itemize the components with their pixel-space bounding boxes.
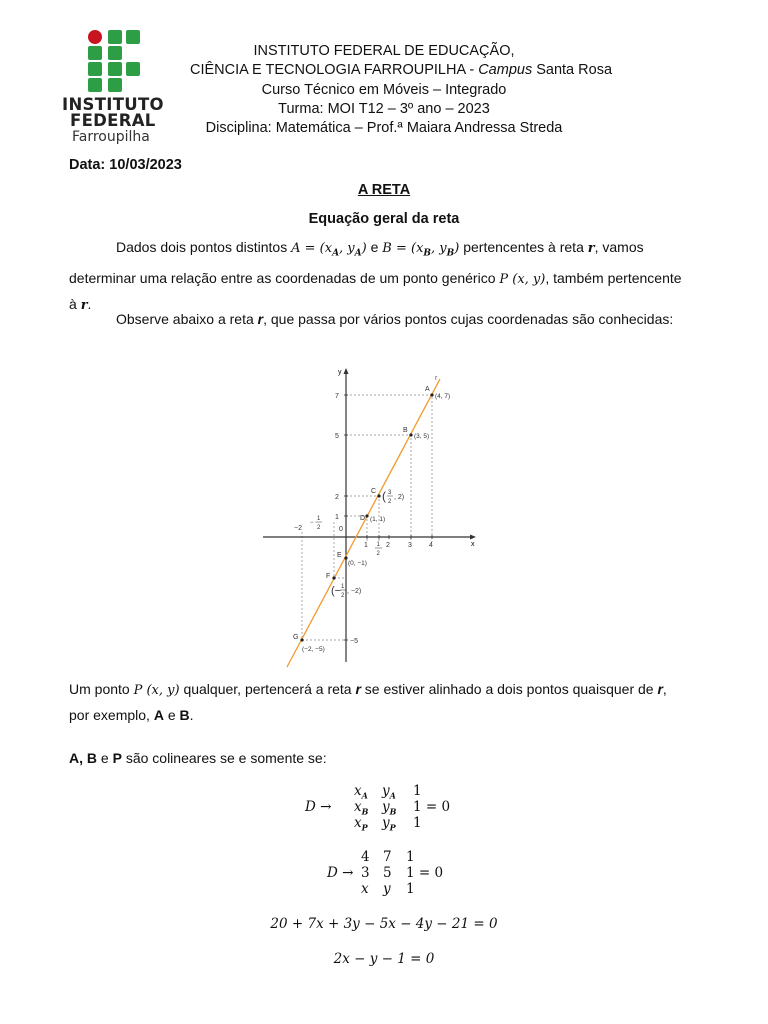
math-sub: A bbox=[354, 248, 362, 259]
institution-logo bbox=[62, 28, 182, 148]
logo-square bbox=[108, 78, 122, 92]
math-text: , y bbox=[339, 241, 355, 256]
det-cell bbox=[354, 815, 368, 833]
neg-half-sign: − bbox=[310, 520, 314, 526]
point-a-name: A bbox=[425, 386, 430, 393]
x-tick-frac-num: 1 bbox=[376, 542, 380, 548]
document-date: Data: 10/03/2023 bbox=[69, 157, 182, 173]
text: e bbox=[97, 750, 113, 766]
point-b-name: B bbox=[403, 427, 408, 434]
math-text: B = (x bbox=[382, 241, 424, 256]
logo-square bbox=[126, 30, 140, 44]
logo-square bbox=[88, 46, 102, 60]
math-r: r bbox=[587, 241, 595, 256]
text-r: r bbox=[257, 311, 264, 327]
det-cell: 1 bbox=[406, 849, 415, 865]
point-b-coord: (3, 5) bbox=[414, 433, 430, 440]
neg-half-den: 2 bbox=[317, 525, 321, 531]
det-var: y bbox=[382, 799, 390, 815]
text-bold: B bbox=[86, 750, 98, 766]
det-sub: B bbox=[389, 806, 397, 817]
y-tick-label: 1 bbox=[335, 514, 339, 521]
point-f-num: 1 bbox=[341, 584, 345, 590]
point-f bbox=[332, 576, 335, 579]
det-cell: x bbox=[361, 881, 369, 897]
text: são colineares se e somente se: bbox=[121, 750, 327, 766]
det-cell: 4 bbox=[361, 849, 370, 865]
axis-ticks bbox=[344, 395, 432, 640]
point-d bbox=[365, 514, 368, 517]
header-line-institution: INSTITUTO FEDERAL DE EDUCAÇÃO, bbox=[253, 43, 515, 59]
det-sub: B bbox=[361, 806, 369, 817]
y-tick-label: −5 bbox=[350, 638, 358, 645]
origin-label: 0 bbox=[339, 526, 343, 533]
point-f-name: F bbox=[326, 573, 331, 580]
intro-line bbox=[69, 235, 699, 266]
point-e-coord: (0, −1) bbox=[348, 560, 367, 567]
det-cell: 1 bbox=[413, 783, 422, 799]
point-b bbox=[409, 433, 412, 436]
logo-square bbox=[88, 62, 102, 76]
det-cell: y bbox=[383, 881, 391, 897]
text: e bbox=[366, 239, 383, 255]
det-cell: 3 bbox=[361, 865, 370, 881]
intro-line bbox=[69, 266, 699, 292]
alignment-paragraph bbox=[69, 677, 699, 727]
header-text: Santa Rosa bbox=[532, 62, 613, 79]
observe-paragraph bbox=[69, 307, 699, 331]
logo-text-instituto: INSTITUTO bbox=[62, 95, 164, 114]
det-label: D → bbox=[305, 799, 332, 815]
x-tick-label: 1 bbox=[364, 542, 368, 549]
det-var: x bbox=[354, 783, 362, 799]
det-var: y bbox=[382, 783, 390, 799]
det-cell: 1 bbox=[406, 881, 415, 897]
header-text-campus: Campus bbox=[478, 62, 533, 79]
text: por exemplo, bbox=[69, 707, 154, 723]
logo-square bbox=[108, 62, 122, 76]
text: e bbox=[163, 707, 180, 723]
document-header bbox=[190, 42, 613, 138]
det-cell: 7 bbox=[383, 849, 392, 865]
point-c-num: 3 bbox=[388, 490, 392, 496]
logo-text-farroupilha: Farroupilha bbox=[72, 129, 150, 145]
y-axis-label: y bbox=[338, 369, 342, 376]
header-line-class: Turma: MOI T12 – 3º ano – 2023 bbox=[278, 100, 490, 117]
det-sub: A bbox=[389, 790, 396, 801]
expanded-equation: 20 + 7x + 3y − 5x − 4y − 21 = 0 bbox=[270, 916, 498, 932]
y-tick-label: 7 bbox=[335, 393, 339, 400]
header-line-campus bbox=[190, 61, 613, 80]
text: Um ponto bbox=[69, 681, 134, 697]
point-c-den: 2 bbox=[388, 499, 392, 505]
det-cell: 5 bbox=[383, 865, 392, 881]
point-c-rest: , 2) bbox=[394, 494, 405, 501]
text-bold: A, bbox=[69, 750, 87, 766]
logo-square bbox=[88, 78, 102, 92]
point-a bbox=[430, 393, 433, 396]
math-text: P (x, y) bbox=[499, 271, 546, 287]
math-sub: A bbox=[332, 248, 340, 259]
det-label: D → bbox=[327, 865, 354, 881]
line-graph bbox=[258, 362, 480, 670]
x-axis-arrow bbox=[470, 535, 476, 540]
text: determinar uma relação entre as coordenadas de um ponto genérico bbox=[69, 269, 500, 286]
det-var: x bbox=[354, 799, 362, 815]
point-c-name: C bbox=[371, 488, 377, 495]
math-text: P (x, y) bbox=[133, 683, 180, 698]
logo-text-federal: FEDERAL bbox=[70, 111, 156, 130]
logo-square bbox=[126, 62, 140, 76]
text-r: r bbox=[657, 681, 663, 697]
x-tick-frac-den: 2 bbox=[376, 551, 380, 557]
text: à bbox=[69, 295, 81, 312]
det-cell: 1 = 0 bbox=[413, 799, 451, 815]
y-tick-label: 5 bbox=[335, 433, 339, 440]
point-g-coord: (−2, −5) bbox=[302, 646, 325, 653]
text: , vamos bbox=[594, 239, 644, 255]
point-e-name: E bbox=[337, 552, 342, 559]
text: se estiver alinhado a dois pontos quaisquer de bbox=[360, 681, 658, 697]
math-text: A = (x bbox=[291, 241, 333, 256]
det-sub: A bbox=[361, 790, 368, 801]
section-subtitle: Equação geral da reta bbox=[308, 211, 460, 227]
math-r: r bbox=[80, 297, 88, 313]
math-text: ) bbox=[454, 241, 460, 256]
point-c-paren: ( bbox=[382, 489, 386, 503]
y-axis-arrow bbox=[344, 368, 349, 374]
text-bold: B bbox=[179, 707, 190, 723]
x-tick-label: 4 bbox=[429, 542, 433, 549]
logo-square bbox=[108, 30, 122, 44]
x-axis-label: x bbox=[471, 541, 475, 548]
det-var: y bbox=[382, 815, 390, 831]
header-line-discipline: Disciplina: Matemática – Prof.ª Maiara Andressa Streda bbox=[205, 120, 563, 137]
math-text: ) bbox=[361, 241, 367, 256]
point-c bbox=[377, 494, 380, 497]
math-sub: B bbox=[423, 248, 432, 259]
determinant-symbolic bbox=[305, 783, 505, 839]
header-text: CIÊNCIA E TECNOLOGIA FARROUPILHA - bbox=[190, 62, 479, 79]
header-line-course: Curso Técnico em Móveis – Integrado bbox=[261, 81, 507, 98]
page-title: A RETA bbox=[357, 182, 411, 198]
collinear-statement bbox=[69, 746, 699, 770]
logo-square bbox=[108, 46, 122, 60]
text: Observe abaixo a reta bbox=[116, 311, 258, 327]
intro-paragraph bbox=[69, 235, 699, 318]
math-sub: B bbox=[446, 248, 455, 259]
point-f-paren: (− bbox=[331, 585, 342, 597]
y-tick-label: 2 bbox=[335, 494, 339, 501]
text: , também pertencente bbox=[545, 269, 682, 286]
point-f-rest: , −2) bbox=[347, 588, 362, 595]
point-a-coord: (4, 7) bbox=[435, 393, 451, 400]
point-d-name: D bbox=[360, 515, 366, 522]
text: pertencentes à reta bbox=[459, 239, 588, 255]
text: qualquer, pertencerá a reta bbox=[179, 681, 356, 697]
line-r-label: r bbox=[435, 375, 438, 382]
point-g bbox=[300, 638, 303, 641]
math-text: , y bbox=[431, 241, 447, 256]
determinant-numeric bbox=[327, 848, 487, 904]
x-tick-label: −2 bbox=[294, 525, 302, 532]
text: , bbox=[662, 681, 667, 697]
det-sub: P bbox=[389, 822, 396, 833]
point-f-den: 2 bbox=[341, 593, 345, 599]
x-tick-label: 3 bbox=[408, 542, 412, 549]
det-cell: 1 bbox=[413, 815, 422, 831]
text-bold: A bbox=[153, 707, 164, 723]
det-var: x bbox=[354, 815, 362, 831]
text-bold: P bbox=[112, 750, 122, 766]
text-line bbox=[69, 677, 699, 703]
text: Dados dois pontos distintos bbox=[116, 239, 292, 255]
neg-half-num: 1 bbox=[317, 516, 321, 522]
general-equation: 2x − y − 1 = 0 bbox=[333, 951, 435, 967]
text: . bbox=[189, 707, 194, 723]
text-line bbox=[69, 703, 699, 727]
text: . bbox=[87, 295, 92, 312]
det-sub: P bbox=[361, 822, 368, 833]
text: , que passa por vários pontos cujas coordenadas são conhecidas: bbox=[263, 311, 674, 327]
det-cell bbox=[382, 815, 396, 833]
point-d-coord: (1, 1) bbox=[370, 516, 386, 523]
logo-red-dot bbox=[88, 30, 102, 44]
point-g-name: G bbox=[293, 634, 299, 641]
det-cell: 1 = 0 bbox=[406, 865, 444, 881]
text-r: r bbox=[355, 681, 361, 697]
x-tick-label: 2 bbox=[386, 542, 390, 549]
